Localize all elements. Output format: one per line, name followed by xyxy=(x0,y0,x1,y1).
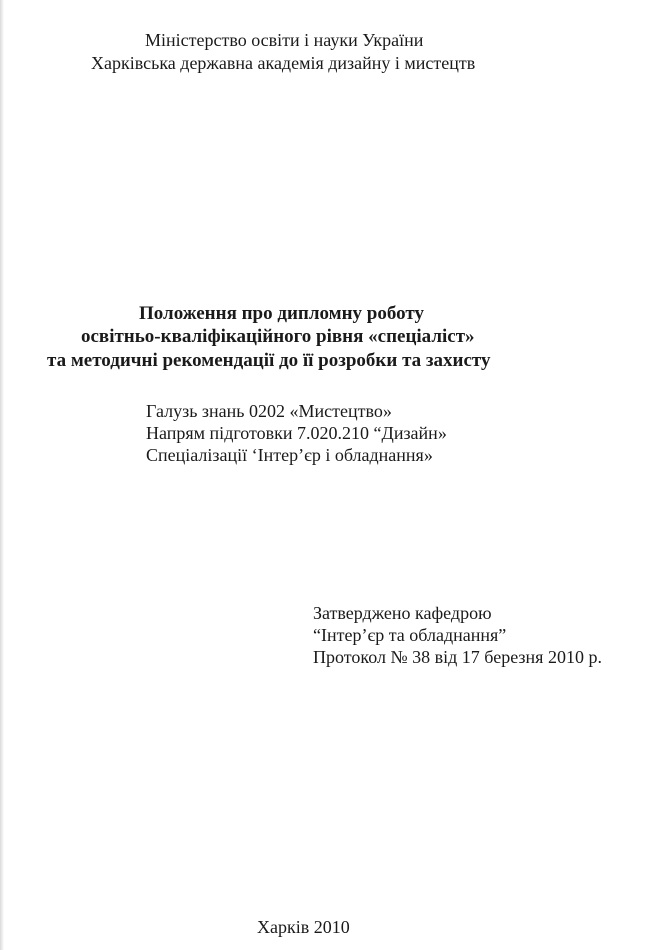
approved-by-department: Затверджено кафедрою xyxy=(313,603,492,623)
title-line-1: Положення про дипломну роботу xyxy=(139,303,424,324)
department-name: “Інтер’єр та обладнання” xyxy=(313,625,507,645)
ministry-name: Міністерство освіти і науки України xyxy=(145,30,424,50)
city-year: Харків 2010 xyxy=(257,917,350,937)
title-line-3: та методичні рекомендації до її розробки та захисту xyxy=(47,350,491,371)
academy-name: Харківська державна академія дизайну і мистецтв xyxy=(91,53,476,73)
page-edge-shadow xyxy=(0,0,4,950)
specialization: Спеціалізації ‘Інтер’єр і обладнання» xyxy=(146,445,433,465)
field-of-knowledge: Галузь знань 0202 «Мистецтво» xyxy=(146,401,392,421)
protocol-info: Протокол № 38 від 17 березня 2010 р. xyxy=(313,647,602,667)
title-line-2: освітньо-кваліфікаційного рівня «спеціаліст» xyxy=(81,326,475,347)
training-direction: Напрям підготовки 7.020.210 “Дизайн» xyxy=(146,423,447,443)
